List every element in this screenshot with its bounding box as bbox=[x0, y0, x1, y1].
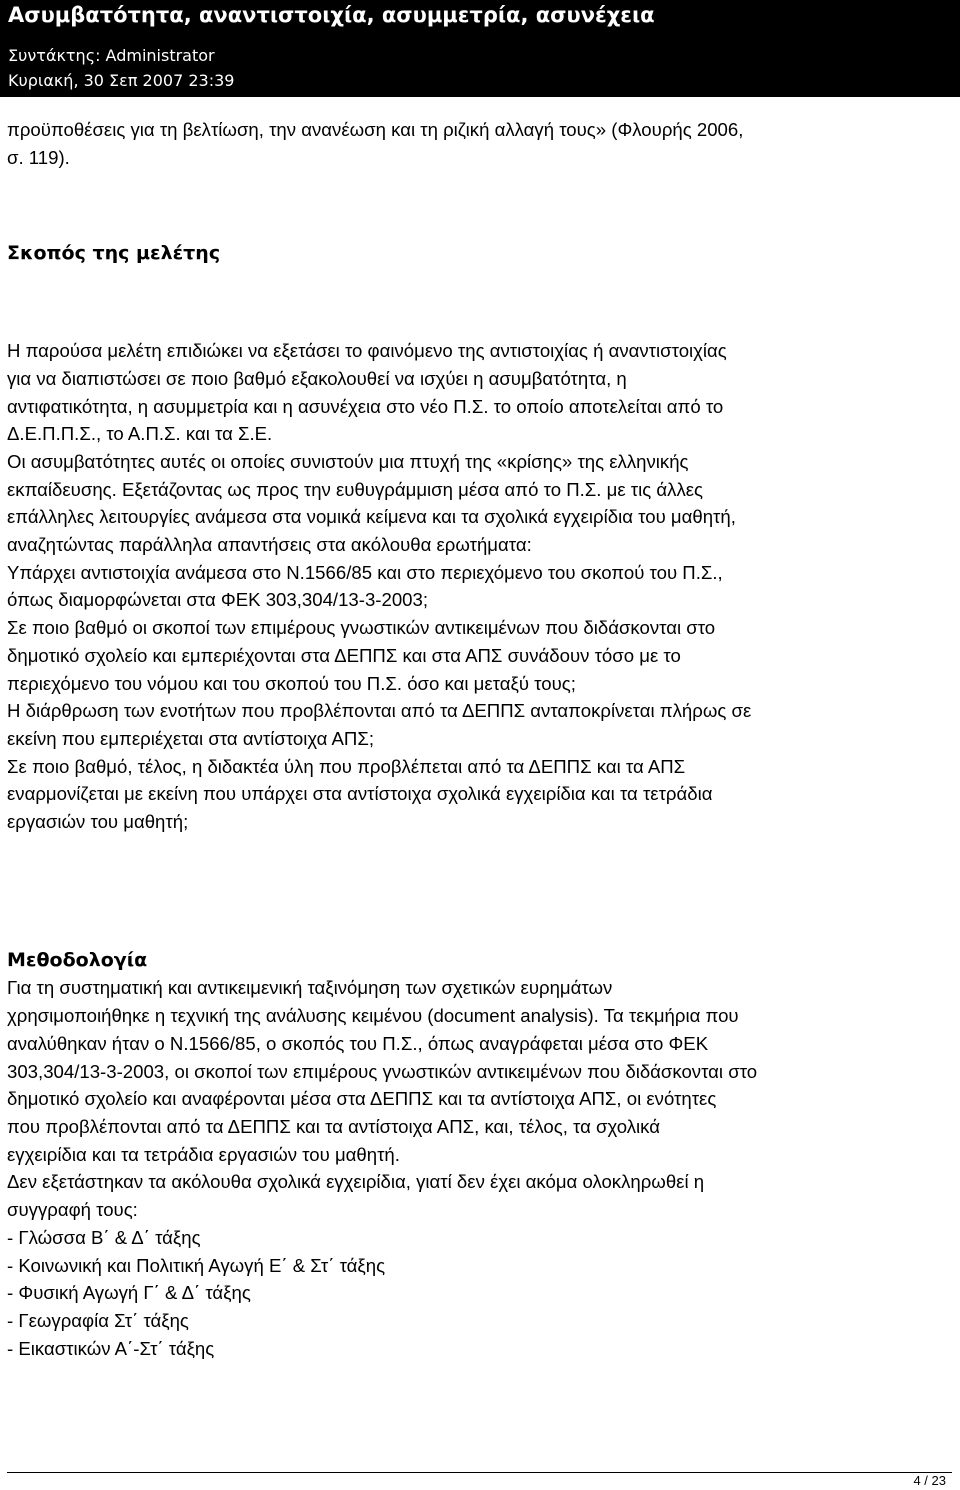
body-line: αναλύθηκαν ήταν ο Ν.1566/85, ο σκοπός του Π.Σ., όπως αναγράφεται μέσα στο ΦΕΚ bbox=[7, 1032, 709, 1054]
body-line: προϋποθέσεις για τη βελτίωση, την ανανέωση και τη ριζική αλλαγή τους» (Φλουρής 2006, bbox=[7, 119, 744, 140]
body-line: εγχειρίδια και τα τετράδια εργασιών του μαθητή. bbox=[7, 1143, 400, 1165]
body-line: Σε ποιο βαθμό οι σκοποί των επιμέρους γνωστικών αντικειμένων που διδάσκονται στο bbox=[7, 617, 716, 639]
body-line: εναρμονίζεται με εκείνη που υπάρχει στα αντίστοιχα σχολικά εγχειρίδια και τα τετράδια bbox=[7, 783, 713, 805]
body-line: Για τη συστηματική και αντικειμενική ταξινόμηση των σχετικών ευρημάτων bbox=[7, 977, 613, 999]
body-line: εργασιών του μαθητή; bbox=[7, 811, 189, 833]
spacer bbox=[7, 268, 952, 337]
body-line: δημοτικό σχολείο και εμπεριέχονται στα ΔΕΠΠΣ και στα ΑΠΣ συνάδουν τόσο με το bbox=[7, 644, 681, 666]
document-title: Ασυμβατότητα, αναντιστοιχία, ασυμμετρία, ασυνέχεια bbox=[8, 3, 655, 27]
list-item: - Εικαστικών Α΄-Στ΄ τάξης bbox=[7, 1337, 215, 1359]
body-line: αντιφατικότητα, η ασυμμετρία και η ασυνέχεια στο νέο Π.Σ. το οποίο αποτελείται από το bbox=[7, 395, 724, 417]
body-line: επάλληλες λειτουργίες ανάμεσα στα νομικά κείμενα και τα σχολικά εγχειρίδια του μαθητή, bbox=[7, 506, 736, 528]
body-line: συγγραφή τους: bbox=[7, 1199, 138, 1221]
body-line: για να διαπιστώσει σε ποιο βαθμό εξακολουθεί να ισχύει η ασυμβατότητα, η bbox=[7, 367, 627, 389]
body-line: χρησιμοποιήθηκε η τεχνική της ανάλυσης κειμένου (document analysis). Τα τεκμήρια που bbox=[7, 1005, 739, 1027]
body-line: Δ.Ε.Π.Π.Σ., το Α.Π.Σ. και τα Σ.Ε. bbox=[7, 423, 273, 445]
body-line: εκπαίδευσης. Εξετάζοντας ως προς την ευθυγράμμιση μέσα από το Π.Σ. με τις άλλες bbox=[7, 478, 703, 500]
spacer bbox=[7, 171, 952, 240]
list-item: - Γλώσσα Β΄ & Δ΄ τάξης bbox=[7, 1226, 201, 1248]
date-line: Κυριακή, 30 Σεπ 2007 23:39 bbox=[8, 71, 235, 90]
author-line: Συντάκτης: Administrator bbox=[8, 46, 215, 65]
body-line: που προβλέπονται από τα ΔΕΠΠΣ και τα αντίστοιχα ΑΠΣ, και, τέλος, τα σχολικά bbox=[7, 1115, 660, 1137]
body-line: 303,304/13-3-2003, οι σκοποί των επιμέρους γνωστικών αντικειμένων που διδάσκονται στο bbox=[7, 1060, 758, 1082]
footer-divider bbox=[7, 1472, 952, 1473]
body-line: Υπάρχει αντιστοιχία ανάμεσα στο Ν.1566/85 και στο περιεχόμενο του σκοπού του Π.Σ., bbox=[7, 561, 723, 583]
page-number: 4 / 23 bbox=[913, 1473, 946, 1488]
body-line: Η διάρθρωση των ενοτήτων που προβλέπονται από τα ΔΕΠΠΣ ανταποκρίνεται πλήρως σε bbox=[7, 700, 752, 722]
list-item: - Φυσική Αγωγή Γ΄ & Δ΄ τάξης bbox=[7, 1282, 251, 1304]
list-item: - Κοινωνική και Πολιτική Αγωγή Ε΄ & Στ΄ τάξης bbox=[7, 1254, 386, 1276]
body-line: αναζητώντας παράλληλα απαντήσεις στα ακόλουθα ερωτήματα: bbox=[7, 534, 532, 556]
body-line: περιεχόμενο του νόμου και του σκοπού του Π.Σ. όσο και μεταξύ τους; bbox=[7, 672, 576, 694]
section-heading-methodology: Μεθοδολογία bbox=[7, 948, 148, 971]
body-line: Οι ασυμβατότητες αυτές οι οποίες συνιστούν μια πτυχή της «κρίσης» της ελληνικής bbox=[7, 450, 689, 472]
body-line: Δεν εξετάστηκαν τα ακόλουθα σχολικά εγχειρίδια, γιατί δεν έχει ακόμα ολοκληρωθεί η bbox=[7, 1171, 705, 1193]
body-line: Σε ποιο βαθμό, τέλος, η διδακτέα ύλη που προβλέπεται από τα ΔΕΠΠΣ και τα ΑΠΣ bbox=[7, 755, 686, 777]
body-line: Η παρούσα μελέτη επιδιώκει να εξετάσει το φαινόμενο της αντιστοιχίας ή αναντιστοιχίας bbox=[7, 340, 727, 362]
body-line: όπως διαμορφώνεται στα ΦΕΚ 303,304/13-3-2003; bbox=[7, 589, 429, 611]
document-header bbox=[0, 0, 960, 97]
section-purpose-body bbox=[7, 337, 952, 836]
body-line: δημοτικό σχολείο και αναφέρονται μέσα στα ΔΕΠΠΣ και τα αντίστοιχα ΑΠΣ, οι ενότητες bbox=[7, 1088, 717, 1110]
list-item: - Γεωγραφία Στ΄ τάξης bbox=[7, 1309, 189, 1331]
document-body bbox=[7, 116, 952, 1362]
spacer bbox=[7, 836, 952, 947]
body-line: εκείνη που εμπεριέχεται στα αντίστοιχα ΑΠΣ; bbox=[7, 727, 375, 749]
section-methodology-body bbox=[7, 974, 952, 1362]
body-line: σ. 119). bbox=[7, 146, 70, 168]
section-heading-purpose: Σκοπός της μελέτης bbox=[7, 242, 221, 265]
